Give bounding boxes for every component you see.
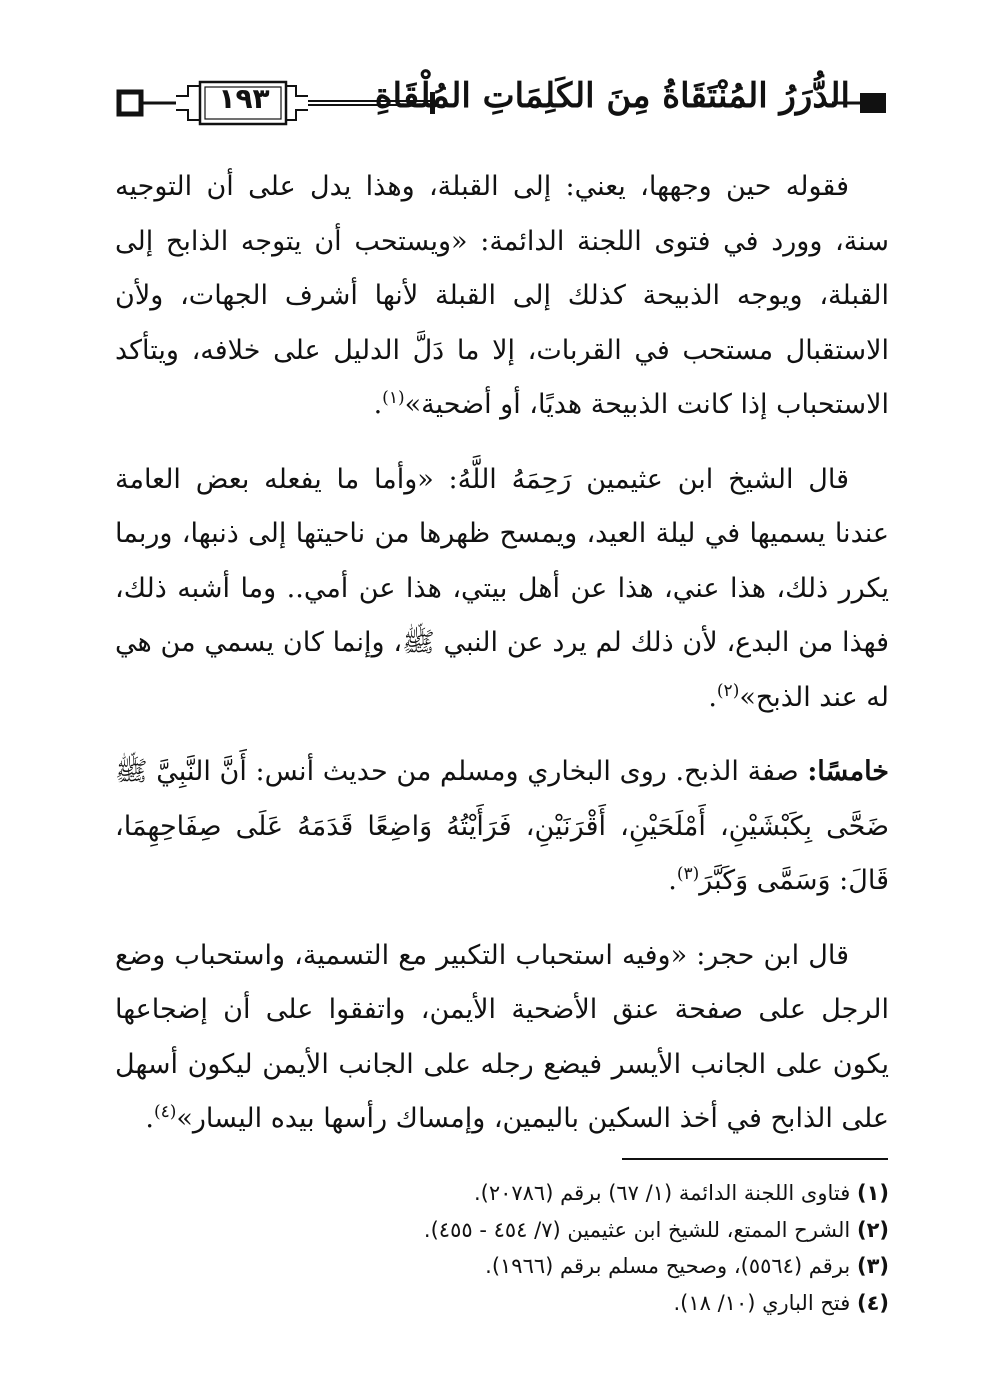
- footnote-ref: (٢): [716, 680, 740, 701]
- footnote: [115, 1285, 889, 1322]
- paragraph: خامسًا: صفة الذبح. روى البخاري ومسلم من حديث أنس: أَنَّ النَّبِيَّ ﷺ ضَحَّى بِكَبْشَيْنِ، أَمْلَحَيْنِ، أَقْرَنَيْنِ، فَرَأَيْتُهُ وَاضِعًا قَدَمَهُ عَلَى صِفَاحِهِمَا، قَالَ: وَسَمَّى وَكَبَّرَ$^{(٣)}$.: [115, 756, 889, 896]
- section-lead: خامسًا:: [807, 756, 889, 787]
- footnote-ref: (٣): [676, 864, 700, 884]
- main-text: [115, 160, 889, 1167]
- footnotes: [115, 1175, 889, 1321]
- footnote-text: فتح الباري (١٠/ ١٨).: [673, 1290, 851, 1315]
- footnote: [115, 1212, 889, 1249]
- paragraph: قال ابن حجر: «وفيه استحباب التكبير مع التسمية، واستحباب وضع الرجل على صفحة عنق الأضحية الأيمن، واتفقوا على أن إضجاعها يكون على الجانب الأيسر فيضع رجله على الجانب الأيمن ليكون أسهل على الذابح في أخذ السكين باليمين، وإمساك رأسها بيده اليسار»$^{(٤)}$.: [115, 939, 889, 1134]
- footnote-number: (١): [856, 1181, 889, 1205]
- footnote-number: (٤): [856, 1290, 889, 1315]
- paragraph-text: فقوله حين وجهها، يعني: إلى القبلة، وهذا يدل على أن التوجيه سنة، وورد في فتوى اللجنة الدائمة: «ويستحب أن يتوجه الذابح إلى القبلة، ويوجه الذبيحة كذلك إلى القبلة لأنها أشرف الجهات، ولأن الاستقبال مستحب في القربات، إلا ما دَلَّ الدليل على خلافه، ويتأكد الاستحباب إذا كانت الذبيحة هديًا، أو أضحية»: [115, 171, 889, 420]
- page-number: ١٩٣: [218, 82, 270, 115]
- footnote-text: فتاوى اللجنة الدائمة (١/ ٦٧) برقم (٢٠٧٨٦).: [473, 1181, 851, 1205]
- hadith-text: أَنَّ النَّبِيَّ ﷺ ضَحَّى بِكَبْشَيْنِ، أَمْلَحَيْنِ، أَقْرَنَيْنِ، فَرَأَيْتُهُ وَاضِعًا قَدَمَهُ عَلَى صِفَاحِهِمَا، قَالَ: وَسَمَّى وَكَبَّرَ: [115, 756, 889, 896]
- footnote-text: الشرح الممتع، للشيخ ابن عثيمين (٧/ ٤٥٤ - ٤٥٥).: [423, 1217, 851, 1242]
- paragraph: فقوله حين وجهها، يعني: إلى القبلة، وهذا يدل على أن التوجيه سنة، وورد في فتوى اللجنة الدائمة: «ويستحب أن يتوجه الذابح إلى القبلة، ويوجه الذبيحة كذلك إلى القبلة لأنها أشرف الجهات، ولأن الاستقبال مستحب في القربات، إلا ما دَلَّ الدليل على خلافه، ويتأكد الاستحباب إذا كانت الذبيحة هديًا، أو أضحية»$^{(١)}$.: [115, 171, 889, 420]
- paragraph: قال الشيخ ابن عثيمين رَحِمَهُ اللَّهُ: «وأما ما يفعله بعض العامة عندنا يسميها في ليلة العيد، ويمسح ظهرها من ناحيتها إلى ذنبها، وربما يكرر ذلك، هذا عني، هذا عن أهل بيتي، هذا عن أمي.. وما أشبه ذلك، فهذا من البدع، لأن ذلك لم يرد عن النبي ﷺ، وإنما كان يسمي من هي له عند الذبح»$^{(٢)}$.: [115, 463, 889, 713]
- book-title: الدُّرَرُ المُنْتَقَاةُ مِنَ الكَلِمَاتِ المُلْقَاةِ: [374, 76, 850, 116]
- footnote: [115, 1175, 889, 1212]
- footnote: [115, 1248, 889, 1285]
- paragraph-text: قال ابن حجر: «وفيه استحباب التكبير مع التسمية، واستحباب وضع الرجل على صفحة عنق الأضحية الأيمن، واتفقوا على أن إضجاعها يكون على الجانب الأيسر فيضع رجله على الجانب الأيمن ليكون أسهل على الذابح في أخذ السكين باليمين، وإمساك رأسها بيده اليسار»: [115, 939, 889, 1134]
- footnote-number: (٣): [856, 1254, 889, 1278]
- footnote-text: برقم (٥٥٦٤)، وصحيح مسلم برقم (١٩٦٦).: [485, 1254, 851, 1278]
- page-header: [112, 72, 890, 132]
- footnote-ref: (١): [382, 388, 405, 408]
- paragraph-text: صفة الذبح. روى البخاري ومسلم من حديث أنس:: [255, 756, 799, 787]
- footnote-ref: (٤): [153, 1102, 177, 1122]
- footnote-divider: [622, 1158, 888, 1160]
- paragraph-text: قال الشيخ ابن عثيمين رَحِمَهُ اللَّهُ: «وأما ما يفعله بعض العامة عندنا يسميها في ليلة العيد، ويمسح ظهرها من ناحيتها إلى ذنبها، وربما يكرر ذلك، هذا عني، هذا عن أهل بيتي، هذا عن أمي.. وما أشبه ذلك، فهذا من البدع، لأن ذلك لم يرد عن النبي ﷺ، وإنما كان يسمي من هي له عند الذبح»: [115, 463, 889, 713]
- footnote-number: (٢): [856, 1217, 889, 1242]
